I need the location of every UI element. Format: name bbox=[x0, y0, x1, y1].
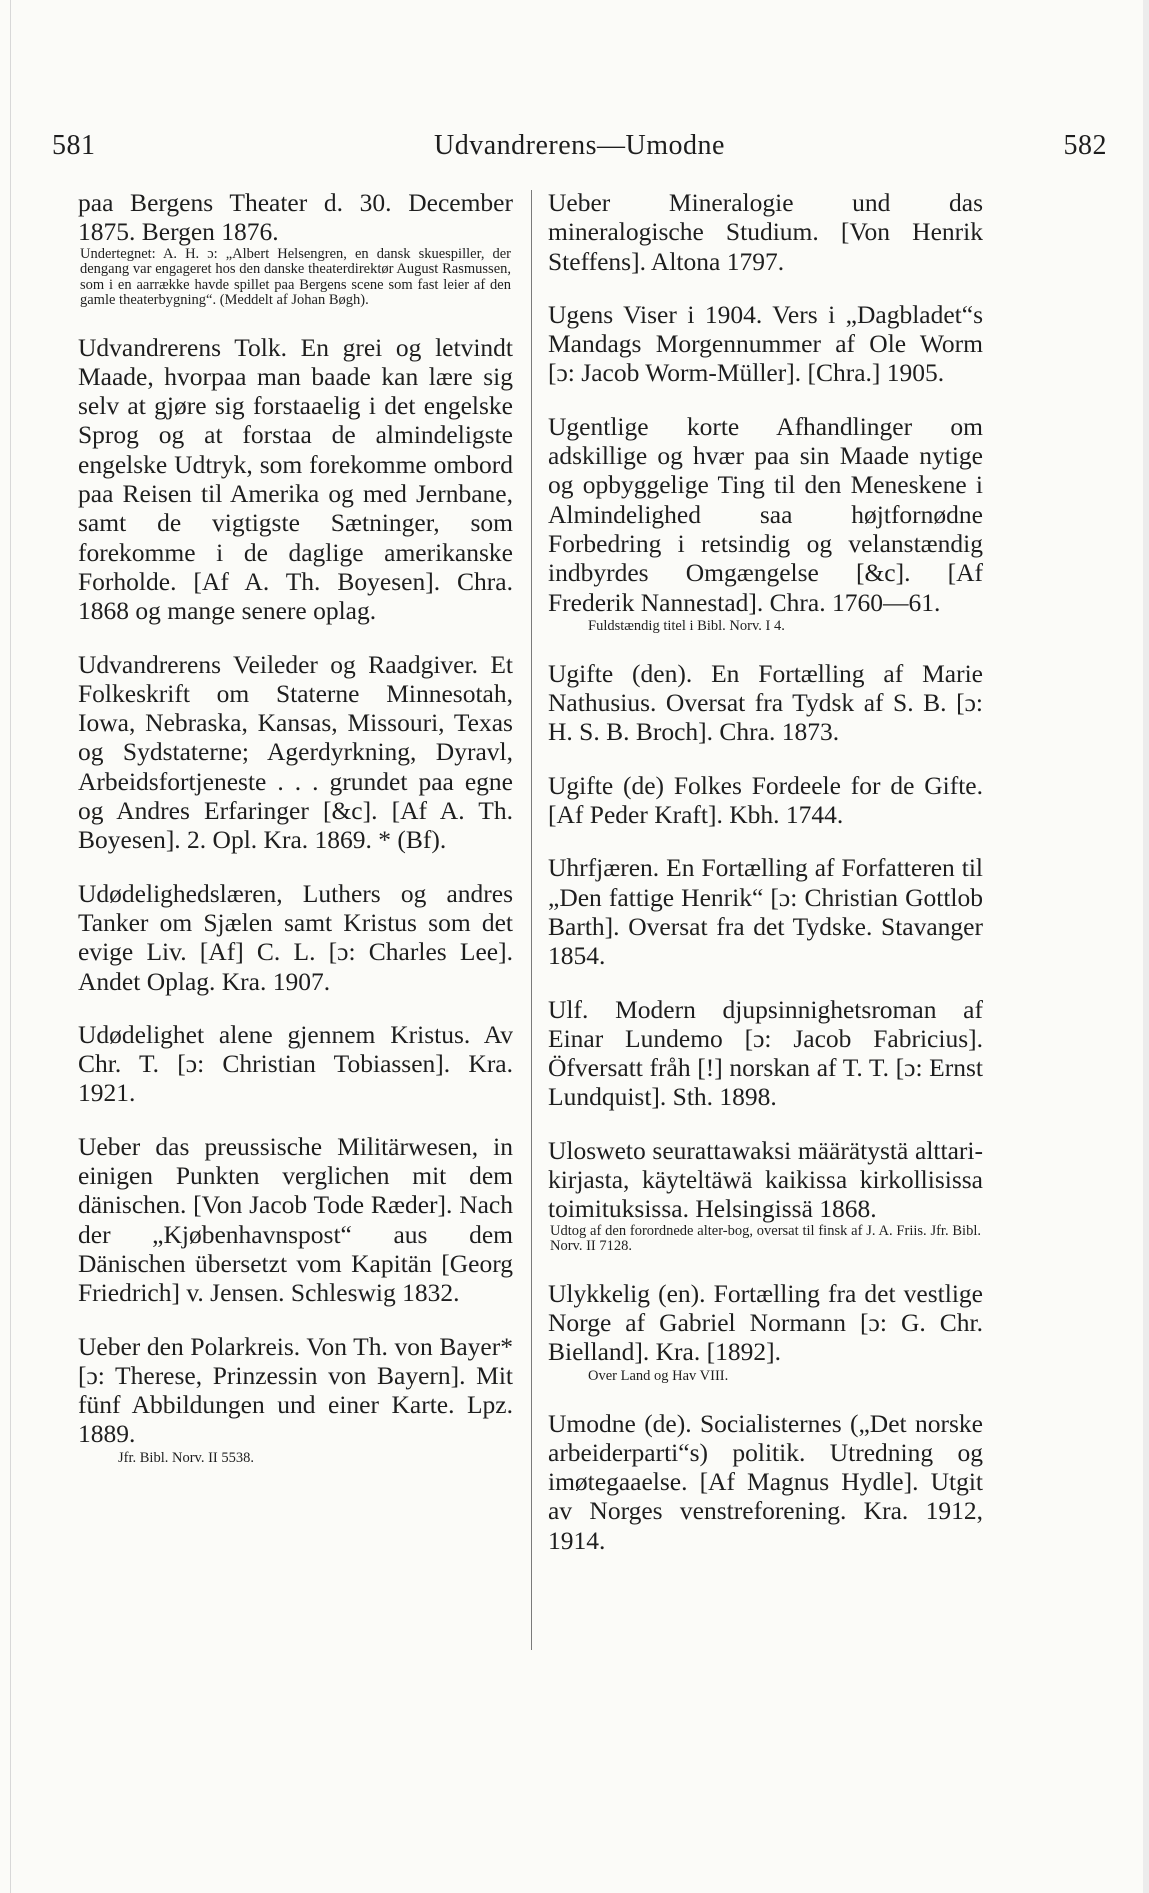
page-number-left: 581 bbox=[52, 130, 96, 161]
entry-reference: Over Land og Hav VIII. bbox=[588, 1367, 729, 1384]
entry-text: Uhrfjæren. En Fortælling af Forfatteren til „Den fattige Henrik“ [ɔ: Christian Gottlob Barth]. Oversat fra det Tydske. Stavanger 1854. bbox=[548, 853, 983, 971]
header-title: Udvandrerens—Umodne bbox=[434, 130, 725, 161]
entry-text: Udødelighet alene gjennem Kristus. Av Chr. T. [ɔ: Christian Tobiassen]. Kra. 1921. bbox=[78, 1019, 513, 1108]
entry-text: Udvandrerens Veileder og Raadgiver. Et Folkeskrift om Staterne Minnesotah, Iowa, Nebraska, Kansas, Missouri, Texas og Sydstaterne; Agerdyrkning, Dyravl, Arbeidsfortjeneste . . . grundet paa egne og Andres Erfaringer [&c]. [Af A. Th. Boyesen]. 2. Opl. Kra. 1869. * (Bf). bbox=[78, 649, 513, 855]
column-divider bbox=[531, 190, 532, 1650]
entry-text: Ueber Mineralogie und das mineralogische Studium. [Von Henrik Steffens]. Altona 1797. bbox=[548, 188, 983, 276]
right-column bbox=[548, 188, 983, 1555]
entry-text: Umodne (de). Socialisternes („Det norske arbeiderparti“s) politik. Utredning og imøtegaaelse. [Af Magnus Hydle]. Utgit av Norges venstreforening. Kra. 1912, 1914. bbox=[548, 1408, 983, 1555]
entry-text: Udvandrerens Tolk. En grei og letvindt Maade, hvorpaa man baade kan lære sig selv at gjøre sig forstaaelig i det engelske Sprog og at forstaa de almindeligste engelske Udtryk, som forekomme ombord paa Reisen til Amerika og med Jernbane, samt de vigtigste Sætninger, som forekomme i de daglige amerikanske Forholde. [Af A. Th. Boyesen]. Chra. 1868 og mange senere oplag. bbox=[78, 332, 513, 626]
entry-text: Ugens Viser i 1904. Vers i „Dagbladet“s Mandags Morgennummer af Ole Worm [ɔ: Jacob Worm-Müller]. [Chra.] 1905. bbox=[548, 299, 983, 388]
scan-edge-right bbox=[1143, 0, 1149, 1893]
entry-text: Ulykkelig (en). Fortælling fra det vestlige Norge af Gabriel Normann [ɔ: G. Chr. Bielland]. Kra. [1892]. bbox=[548, 1278, 983, 1367]
entry-text: Ulf. Modern djupsinnighetsroman af Einar Lundemo [ɔ: Jacob Fabricius]. Öfversatt fråh [!] norskan af T. T. [ɔ: Ernst Lundquist]. Sth. 1898. bbox=[548, 994, 983, 1112]
entry-note: Undertegnet: A. H. ɔ: „Albert Helsengren, en dansk skuespiller, der dengang var engageret hos den danske theaterdirektør August Rasmussen, som i en aarrække havde spillet paa Bergens scene som fast leier af den gamle theaterbygning“. (Meddelt af Johan Bøgh). bbox=[80, 245, 511, 309]
entry-text: paa Bergens Theater d. 30. December 1875. Bergen 1876. bbox=[78, 188, 513, 247]
entry-text: Udødelighedslæren, Luthers og andres Tanker om Sjælen samt Kristus som det evige Liv. [Af] C. L. [ɔ: Charles Lee]. Andet Oplag. Kra. 1907. bbox=[78, 878, 513, 996]
entry-text: Ueber den Polarkreis. Von Th. von Bayer* [ɔ: Therese, Prinzessin von Bayern]. Mit fünf Abbildungen und einer Karte. Lpz. 1889. bbox=[78, 1331, 513, 1449]
entry-text: Ugifte (de) Folkes Fordeele for de Gifte. [Af Peder Kraft]. Kbh. 1744. bbox=[548, 770, 983, 830]
entry-text: Ugifte (den). En Fortælling af Marie Nathusius. Oversat fra Tydsk af S. B. [ɔ: H. S. B. Broch]. Chra. 1873. bbox=[548, 658, 983, 747]
running-header bbox=[52, 130, 1107, 170]
page-number-right: 582 bbox=[1063, 130, 1107, 161]
entry-text: Ugentlige korte Afhandlinger om adskillige og hvær paa sin Maade nytige og opbyggelige Ting til den Meneskene i Almindelighed saa højtfornødne Forbedring i retsindig og velanstændig indbyrdes Omgængelse [&c]. [Af Frederik Nannestad]. Chra. 1760—61. bbox=[548, 411, 983, 617]
entry-reference: Fuldstændig titel i Bibl. Norv. I 4. bbox=[588, 617, 785, 634]
entry-note: Udtog af den forordnede alter-bog, oversat til finsk af J. A. Friis. Jfr. Bibl. Norv. II 7128. bbox=[550, 1222, 981, 1255]
left-column bbox=[78, 188, 513, 1467]
entry-text: Ulosweto seurattawaksi määrätystä alttari-kirjasta, käyteltäwä kaikissa kirkollisissa toimituksissa. Helsingissä 1868. bbox=[548, 1135, 983, 1224]
entry-text: Ueber das preussische Militärwesen, in einigen Punkten verglichen mit dem dänischen. [Von Jacob Tode Ræder]. Nach der „Kjøbenhavnspost“ aus dem Dänischen übersetzt vom Kapitän [Georg Friedrich] v. Jensen. Schleswig 1832. bbox=[78, 1131, 513, 1308]
entry-reference: Jfr. Bibl. Norv. II 5538. bbox=[118, 1449, 254, 1466]
scan-edge-left bbox=[10, 0, 11, 1893]
